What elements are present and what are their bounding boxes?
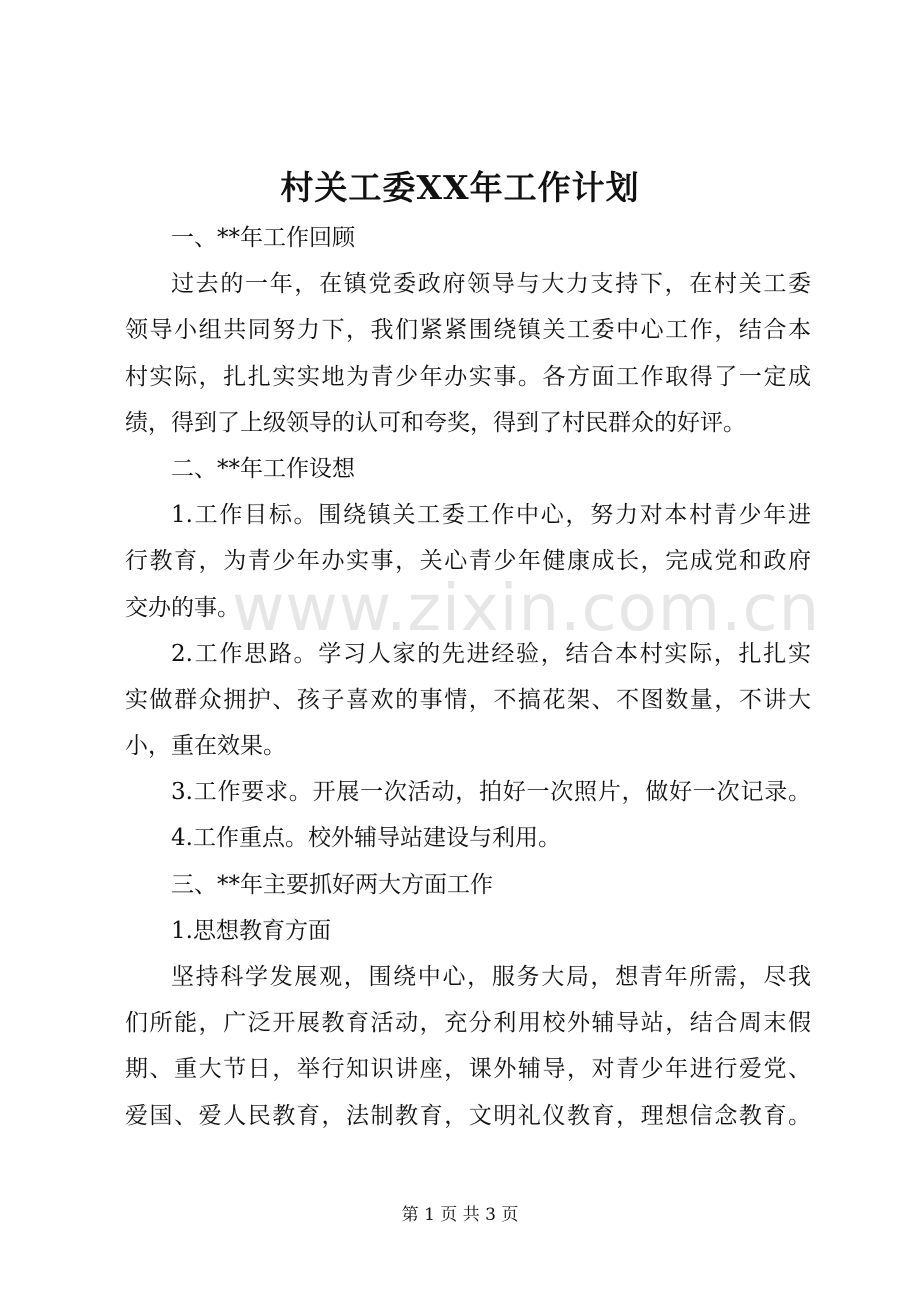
page-footer: 第 1 页 共 3 页 (401, 1205, 519, 1225)
watermark: www.zixin.com.cn (232, 572, 821, 646)
paragraph-line: 行教育，为青少年办实事，关心青少年健康成长，完成党和政府 (125, 548, 811, 575)
subsection-heading: 1.思想教育方面 (171, 917, 331, 944)
paragraph-line: 爱国、爱人民教育，法制教育，文明礼仪教育，理想信念教育。 (125, 1102, 811, 1129)
section-heading: 二、**年工作设想 (171, 455, 355, 482)
paragraph-line: 4.工作重点。校外辅导站建设与利用。 (171, 825, 561, 852)
paragraph-line: 村实际，扎扎实实地为青少年办实事。各方面工作取得了一定成 (125, 363, 811, 390)
paragraph-line: 期、重大节日，举行知识讲座，课外辅导，对青少年进行爱党、 (125, 1056, 811, 1083)
paragraph-line: 过去的一年，在镇党委政府领导与大力支持下，在村关工委 (171, 271, 811, 298)
document-body (125, 215, 811, 1139)
paragraph-line: 们所能，广泛开展教育活动，充分利用校外辅导站，结合周末假 (125, 1010, 811, 1037)
paragraph-line: 绩，得到了上级领导的认可和夸奖，得到了村民群众的好评。 (125, 409, 746, 436)
paragraph-line: 交办的事。 (125, 594, 240, 621)
paragraph-line: 实做群众拥护、孩子喜欢的事情，不搞花架、不图数量，不讲大 (125, 686, 811, 713)
paragraph-line: 2.工作思路。学习人家的先进经验，结合本村实际，扎扎实 (171, 640, 811, 667)
paragraph-line: 3.工作要求。开展一次活动，拍好一次照片，做好一次记录。 (171, 779, 811, 806)
section-heading: 一、**年工作回顾 (171, 225, 355, 251)
section-heading: 三、**年主要抓好两大方面工作 (171, 871, 493, 898)
paragraph-line: 坚持科学发展观，围绕中心，服务大局，想青年所需，尽我 (171, 964, 811, 990)
paragraph-line: 1.工作目标。围绕镇关工委工作中心，努力对本村青少年进 (171, 502, 811, 529)
paragraph-line: 领导小组共同努力下，我们紧紧围绕镇关工委中心工作，结合本 (125, 317, 811, 344)
document-title: 村关工委XX年工作计划 (280, 168, 640, 207)
paragraph-line: 小，重在效果。 (125, 733, 286, 760)
